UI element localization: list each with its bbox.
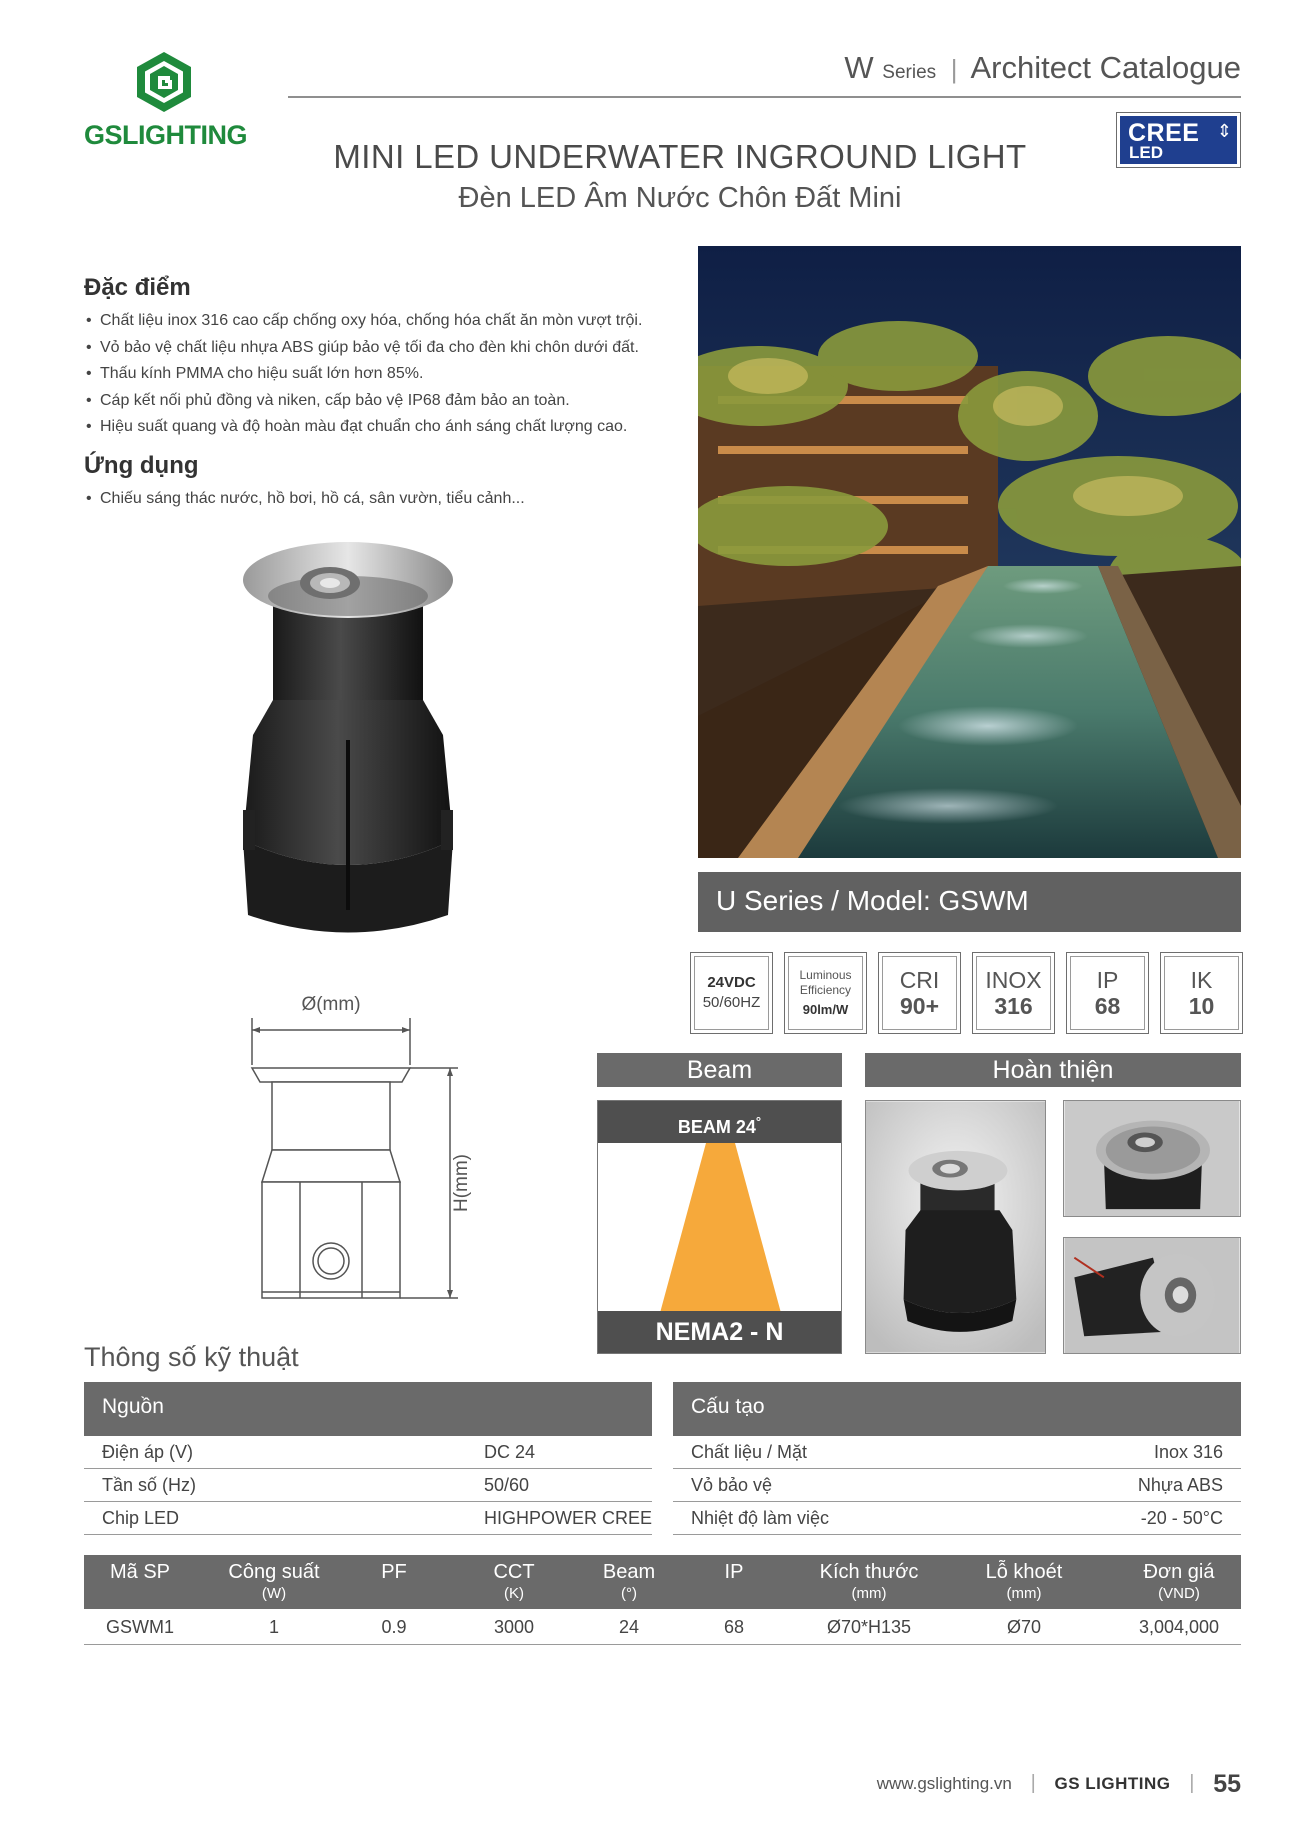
table-row — [84, 1502, 652, 1535]
col-dimension: Kích thước (mm) — [819, 1561, 919, 1602]
row-value: -20 - 50°C — [1140, 1508, 1223, 1528]
spec-title: Thông số kỹ thuật — [84, 1342, 299, 1372]
efficiency-label-1: Luminous — [799, 967, 852, 982]
finish-photo-2 — [1063, 1100, 1241, 1217]
finish-photo-3 — [1063, 1237, 1241, 1354]
efficiency-spec-icon — [784, 952, 867, 1034]
price-table-header — [84, 1555, 1241, 1609]
header-separator: | — [950, 54, 958, 84]
cell-ip: 68 — [723, 1617, 745, 1637]
finish-bar: Hoàn thiện — [865, 1053, 1241, 1087]
page-number: 55 — [1213, 1770, 1241, 1798]
row-key: Nhiệt độ làm việc — [691, 1508, 830, 1528]
row-value: Nhựa ABS — [1137, 1475, 1223, 1495]
footer-brand: GS LIGHTING — [1054, 1774, 1171, 1793]
row-key: Vỏ bảo vệ — [691, 1475, 773, 1495]
catalogue-title: Architect Catalogue — [970, 50, 1241, 85]
row-key: Tần số (Hz) — [102, 1475, 197, 1495]
col-pf: PF — [381, 1561, 407, 1583]
product-title-vi: Đèn LED Âm Nước Chôn Đất Mini — [458, 182, 902, 214]
cell-price: 3,004,000 — [1138, 1617, 1220, 1637]
table-row — [84, 1436, 652, 1469]
power-frequency: 50/60HZ — [702, 994, 761, 1011]
row-value: 50/60 — [484, 1475, 530, 1495]
brand-logo — [84, 50, 247, 160]
dimension-diagram — [240, 990, 480, 1320]
feature-item: • Vỏ bảo vệ chất liệu nhựa ABS giúp bảo vệ tối đa cho đèn khi chôn dưới đất. — [86, 335, 686, 362]
inox-value: 316 — [994, 993, 1033, 1019]
col-cct: CCT (K) — [493, 1561, 535, 1602]
beam-angle-label: BEAM 24° — [598, 1101, 841, 1143]
power-spec-icon — [690, 952, 773, 1034]
table-row — [673, 1469, 1241, 1502]
application-item: • Chiếu sáng thác nước, hồ bơi, hồ cá, sân vườn, tiểu cảnh... — [86, 486, 686, 513]
cell-power: 1 — [268, 1617, 279, 1637]
diameter-label: Ø(mm) — [301, 994, 361, 1015]
col-product-code: Mã SP — [109, 1561, 171, 1583]
beam-bar: Beam — [597, 1053, 842, 1087]
power-voltage: 24VDC — [707, 974, 756, 991]
row-value: HIGHPOWER CREE — [484, 1508, 653, 1528]
ip-label: IP — [1096, 967, 1119, 993]
nema-label: NEMA2 - N — [598, 1311, 841, 1353]
ik-label: IK — [1190, 967, 1213, 993]
brand-name: GSLIGHTING — [84, 120, 247, 150]
features-list — [86, 308, 686, 441]
cell-beam: 24 — [618, 1617, 640, 1637]
table-row — [84, 1609, 1241, 1645]
footer-separator: | — [1030, 1772, 1036, 1794]
beam-diagram — [597, 1100, 842, 1354]
cri-spec-icon — [878, 952, 961, 1034]
efficiency-value: 90lm/W — [802, 1001, 849, 1017]
cree-text: CREE — [1128, 119, 1200, 147]
model-bar: U Series / Model: GSWM — [698, 872, 1241, 932]
cell-cct: 3000 — [493, 1617, 535, 1637]
product-title-en: MINI LED UNDERWATER INGROUND LIGHT — [333, 138, 1027, 175]
table-row — [673, 1502, 1241, 1535]
series-letter: W — [844, 50, 874, 85]
led-text: LED — [1129, 143, 1163, 162]
col-cutout: Lỗ khoét (mm) — [985, 1561, 1063, 1602]
cell-cutout: Ø70 — [1006, 1617, 1042, 1637]
height-label: H(mm) — [451, 1153, 472, 1213]
row-value: Inox 316 — [1153, 1442, 1223, 1462]
product-image — [228, 540, 468, 950]
feature-item: • Cáp kết nối phủ đồng và niken, cấp bảo vệ IP68 đảm bảo an toàn. — [86, 388, 686, 415]
feature-item: • Hiệu suất quang và độ hoàn màu đạt chuẩn cho ánh sáng chất lượng cao. — [86, 414, 686, 441]
col-ip: IP — [724, 1561, 744, 1583]
cree-arrows-icon: ⇕ — [1216, 121, 1232, 141]
application-photo — [698, 246, 1241, 858]
efficiency-label-2: Efficiency — [799, 982, 852, 997]
row-key: Chip LED — [102, 1508, 180, 1528]
page-footer — [877, 1770, 1241, 1799]
col-beam: Beam (°) — [602, 1561, 656, 1602]
source-table-heading: Nguồn — [84, 1382, 652, 1436]
cell-product-code: GSWM1 — [105, 1617, 174, 1637]
website-link[interactable]: www.gslighting.vn — [876, 1774, 1012, 1793]
series-word: Series — [882, 62, 937, 83]
build-table-heading: Cấu tạo — [673, 1382, 1241, 1436]
cri-value: 90+ — [899, 993, 939, 1019]
features-heading: Đặc điểm — [84, 274, 191, 301]
application-heading: Ứng dụng — [84, 452, 199, 479]
ik-spec-icon — [1160, 952, 1243, 1034]
row-value: DC 24 — [484, 1442, 536, 1462]
catalogue-header — [844, 50, 1241, 86]
inox-spec-icon — [972, 952, 1055, 1034]
row-key: Điện áp (V) — [102, 1442, 194, 1462]
gs-logo-icon — [134, 50, 194, 114]
feature-item: • Chất liệu inox 316 cao cấp chống oxy hóa, chống hóa chất ăn mòn vượt trội. — [86, 308, 686, 335]
col-price: Đơn giá (VND) — [1143, 1561, 1215, 1602]
ip-spec-icon — [1066, 952, 1149, 1034]
finish-photo-1 — [865, 1100, 1046, 1354]
table-row — [673, 1436, 1241, 1469]
row-key: Chất liệu / Mặt — [691, 1442, 808, 1462]
beam-cone-icon — [598, 1143, 842, 1313]
cree-led-badge — [1116, 112, 1241, 168]
cell-pf: 0.9 — [381, 1617, 407, 1637]
footer-separator: | — [1189, 1772, 1195, 1794]
cri-label: CRI — [899, 967, 940, 993]
header-divider — [288, 96, 1241, 98]
col-power: Công suất (W) — [228, 1561, 320, 1602]
table-row — [84, 1469, 652, 1502]
ip-value: 68 — [1094, 993, 1121, 1019]
feature-item: • Thấu kính PMMA cho hiệu suất lớn hơn 85%. — [86, 361, 686, 388]
cell-dimension: Ø70*H135 — [826, 1617, 912, 1637]
inox-label: INOX — [985, 967, 1042, 993]
application-list — [86, 486, 686, 513]
ik-value: 10 — [1188, 993, 1215, 1019]
